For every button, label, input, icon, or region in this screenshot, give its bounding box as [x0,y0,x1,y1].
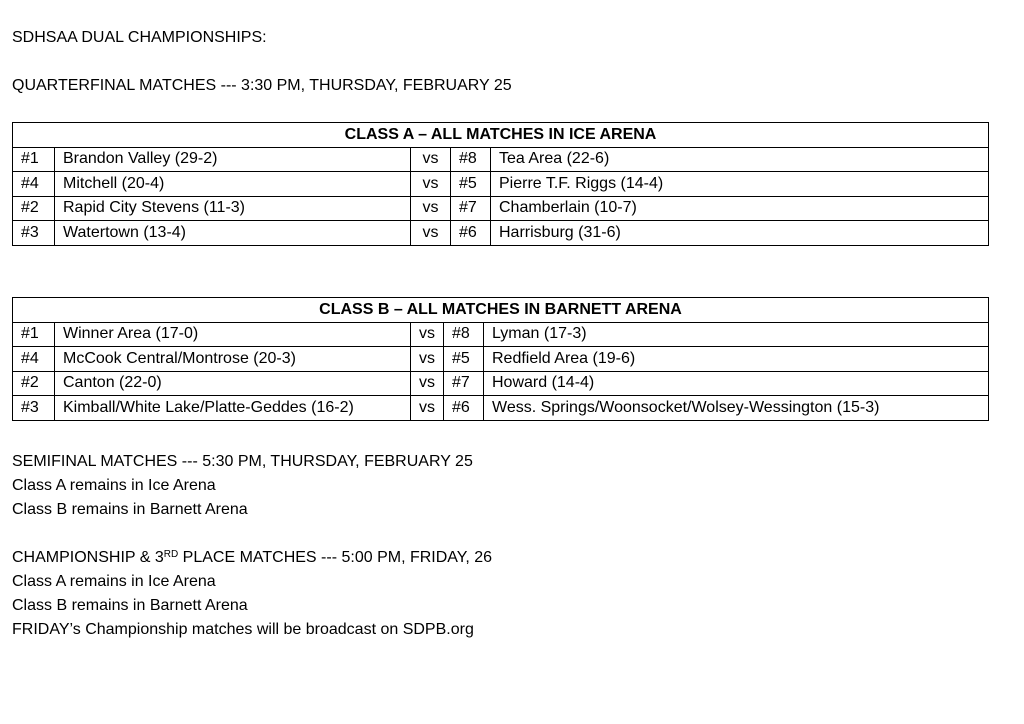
team: Mitchell (20-4) [55,172,411,197]
vs-label: vs [411,172,451,197]
seed: #2 [13,196,55,221]
seed: #3 [13,396,55,421]
class-b-table [12,297,989,421]
team: Wess. Springs/Woonsocket/Wolsey-Wessington (15-3) [484,396,989,421]
team: Watertown (13-4) [55,221,411,246]
championship-heading [12,548,492,568]
seed: #4 [13,172,55,197]
vs-label: vs [411,147,451,172]
seed: #4 [13,347,55,372]
team: Tea Area (22-6) [491,147,989,172]
vs-label: vs [411,371,444,396]
table-row [13,347,989,372]
seed: #6 [451,221,491,246]
table-row [13,196,989,221]
vs-label: vs [411,347,444,372]
team: Lyman (17-3) [484,322,989,347]
seed: #1 [13,147,55,172]
class-a-title: CLASS A – ALL MATCHES IN ICE ARENA [13,123,989,148]
championship-note-class-a: Class A remains in Ice Arena [12,573,216,590]
team: Kimball/White Lake/Platte-Geddes (16-2) [55,396,411,421]
vs-label: vs [411,322,444,347]
semifinal-note-class-b: Class B remains in Barnett Arena [12,501,248,518]
seed: #5 [451,172,491,197]
team: Howard (14-4) [484,371,989,396]
semifinal-heading: SEMIFINAL MATCHES --- 5:30 PM, THURSDAY, FEBRUARY 25 [12,453,473,470]
semifinal-note-class-a: Class A remains in Ice Arena [12,477,216,494]
team: Redfield Area (19-6) [484,347,989,372]
class-b-title: CLASS B – ALL MATCHES IN BARNETT ARENA [13,298,989,323]
team: Canton (22-0) [55,371,411,396]
ordinal-suffix: RD [163,549,179,560]
team: Chamberlain (10-7) [491,196,989,221]
table-row [13,172,989,197]
vs-label: vs [411,396,444,421]
seed: #6 [444,396,484,421]
seed: #7 [444,371,484,396]
quarterfinal-heading: QUARTERFINAL MATCHES --- 3:30 PM, THURSDAY, FEBRUARY 25 [12,77,512,94]
seed: #7 [451,196,491,221]
championship-note-class-b: Class B remains in Barnett Arena [12,597,248,614]
seed: #2 [13,371,55,396]
table-row [13,396,989,421]
seed: #8 [451,147,491,172]
table-row [13,147,989,172]
team: Pierre T.F. Riggs (14-4) [491,172,989,197]
seed: #3 [13,221,55,246]
vs-label: vs [411,221,451,246]
seed: #8 [444,322,484,347]
broadcast-note: FRIDAY’s Championship matches will be broadcast on SDPB.org [12,621,474,638]
team: Brandon Valley (29-2) [55,147,411,172]
page-title: SDHSAA DUAL CHAMPIONSHIPS: [12,29,267,46]
championship-heading-prefix: CHAMPIONSHIP & 3 [12,549,164,566]
seed: #5 [444,347,484,372]
championship-heading-suffix: PLACE MATCHES --- 5:00 PM, FRIDAY, 26 [178,549,493,566]
class-a-table [12,122,989,246]
vs-label: vs [411,196,451,221]
team: Harrisburg (31-6) [491,221,989,246]
table-row [13,371,989,396]
team: Winner Area (17-0) [55,322,411,347]
team: McCook Central/Montrose (20-3) [55,347,411,372]
table-row [13,221,989,246]
seed: #1 [13,322,55,347]
table-row [13,322,989,347]
team: Rapid City Stevens (11-3) [55,196,411,221]
